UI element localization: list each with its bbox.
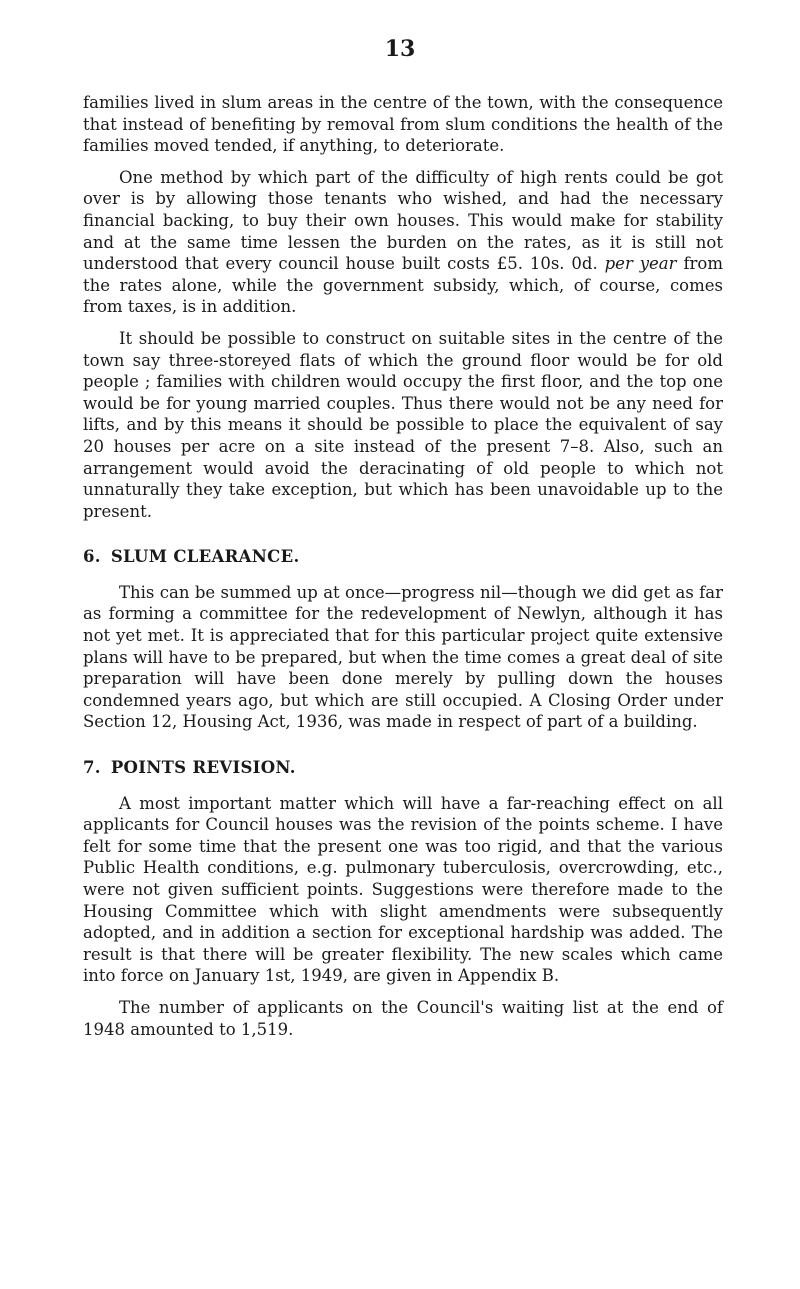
section-title: POINTS REVISION. [110, 758, 296, 778]
paragraph-rents-emphasis: per year [604, 254, 677, 274]
paragraph-rents-part-1: One method by which part of the difficulty of high rents could be got over is by allowing those tenants who wished, and had the necessary financial backing, to buy their own houses. This would make for stability and at the same time lessen the burden on the rates, as it is still not understood that every council house built costs £5. 10s. 0d. [83, 167, 723, 274]
section-heading-slum-clearance [83, 546, 723, 568]
paragraph-rents [83, 167, 723, 318]
paragraph-waiting-list: The number of applicants on the Council's waiting list at the end of 1948 amounted to 1,519. [83, 997, 723, 1039]
section-heading-points-revision [83, 757, 723, 779]
document-body [83, 92, 723, 1050]
page-number: 13 [384, 36, 416, 62]
section-number: 7. [83, 758, 101, 778]
paragraph-points-revision: A most important matter which will have a far-reaching effect on all applicants for Council houses was the revision of the points scheme. I have felt for some time that the present one was too rigid, and that the various Public Health conditions, e.g. pulmonary tuberculosis, overcrowding, etc., were not given sufficient points. Suggestions were therefore made to the Housing Committee which with slight amendments were subsequently adopted, and in addition a section for exceptional hardship was added. The result is that there will be greater flexibility. The new scales which came into force on January 1st, 1949, are given in Appendix B. [83, 793, 723, 986]
paragraph-continuation: families lived in slum areas in the centre of the town, with the consequence that instead of benefiting by removal from slum conditions the health of the families moved tended, if anything, to deteriorate. [83, 93, 723, 156]
paragraph-slum-clearance: This can be summed up at once—progress nil—though we did get as far as forming a committee for the redevelopment of Newlyn, although it has not yet met. It is appreciated that for this particular project quite extensive plans will have to be prepared, but when the time comes a great deal of site preparation will have been done merely by pulling down the houses condemned years ago, but which are still occupied. A Closing Order under Section 12, Housing Act, 1936, was made in respect of part of a building. [83, 582, 723, 732]
section-number: 6. [83, 547, 101, 567]
paragraph-flats: It should be possible to construct on suitable sites in the centre of the town say three-storeyed flats of which the ground floor would be for old people ; families with children would occupy the first floor, and the top one would be for young married couples. Thus there would not be any need for lifts, and by this means it should be possible to place the equivalent of say 20 houses per acre on a site instead of the present 7–8. Also, such an arrangement would avoid the deracinating of old people to which not unnaturally they take exception, but which has been unavoidable up to the present. [83, 328, 723, 521]
paragraph-rents-part-2: from the rates alone, while the government subsidy, which, of course, comes from taxes, is in addition. [83, 254, 724, 317]
section-title: SLUM CLEARANCE. [110, 547, 300, 567]
